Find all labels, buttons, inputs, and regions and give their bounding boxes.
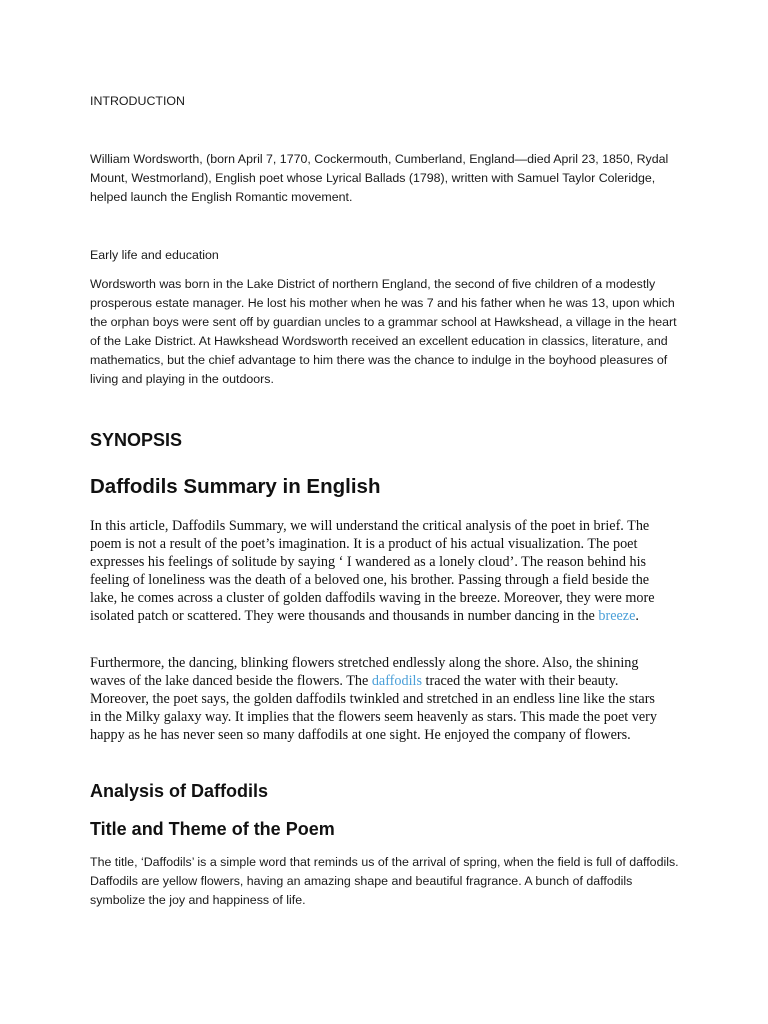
early-life-heading: Early life and education — [90, 248, 219, 262]
summary-p1-end: . — [635, 608, 639, 624]
breeze-link[interactable]: breeze — [598, 608, 636, 624]
early-life-paragraph: Wordsworth was born in the Lake District of northern England, the second of five children of a modestly prosperous estate manager. He lost his mother when he was 7 and his father when he was 13, upon which the orphan boys were sent off by guardian uncles to a grammar school at Hawkshead, a village in the heart of the Lake District. At Hawkshead Wordsworth received an excellent education in classics, literature, and mathematics, but the chief advantage to him there was the chance to indulge in the boyhood pleasures of living and playing in the outdoors. — [90, 277, 677, 386]
synopsis-heading: SYNOPSIS — [90, 430, 183, 450]
summary-p1-text: In this article, Daffodils Summary, we will understand the critical analysis of the poet in brief. The poem is not a result of the poet’s imagination. It is a product of his actual visualization. The poet expresses his feelings of solitude by saying ‘ I wandered as a lonely cloud’. The reason behind his feeling of loneliness was the death of a beloved one, his brother. Passing through a field beside the lake, he comes across a cluster of golden daffodils waving in the breeze. Moreover, they were more isolated patch or scattered. They were thousands and thousands in number dancing in the — [90, 518, 655, 624]
title-theme-paragraph: The title, ‘Daffodils’ is a simple word that reminds us of the arrival of spring, when the field is full of daffodils. Daffodils are yellow flowers, having an amazing shape and beautiful fragrance. A bunch of daffodils symbolize the joy and happiness of life. — [90, 855, 679, 907]
daffodils-link[interactable]: daffodils — [371, 673, 422, 689]
summary-p2-end: traced the water with their beauty. Moreover, the poet says, the golden daffodils twinkled and stretched in an endless line like the stars in the Milky galaxy way. It implies that the flowers seem heavenly as stars. This made the poet very happy as he has never seen so many daffodils at one sight. He enjoyed the company of flowers. — [90, 673, 657, 743]
intro-heading: INTRODUCTION — [90, 94, 185, 108]
summary-heading: Daffodils Summary in English — [90, 475, 381, 498]
title-theme-heading: Title and Theme of the Poem — [90, 819, 335, 839]
analysis-heading: Analysis of Daffodils — [90, 781, 269, 801]
summary-paragraph-2 — [90, 654, 665, 744]
intro-paragraph: William Wordsworth, (born April 7, 1770, Cockermouth, Cumberland, England—died April 23, 1850, Rydal Mount, Westmorland), English poet whose Lyrical Ballads (1798), written with Samuel Taylor Coleridge, helped launch the English Romantic movement. — [90, 152, 669, 204]
summary-paragraph-1 — [90, 517, 665, 625]
summary-p2-text: Furthermore, the dancing, blinking flowers stretched endlessly along the shore. Also, the shining waves of the lake danced beside the flowers. The — [90, 655, 639, 689]
